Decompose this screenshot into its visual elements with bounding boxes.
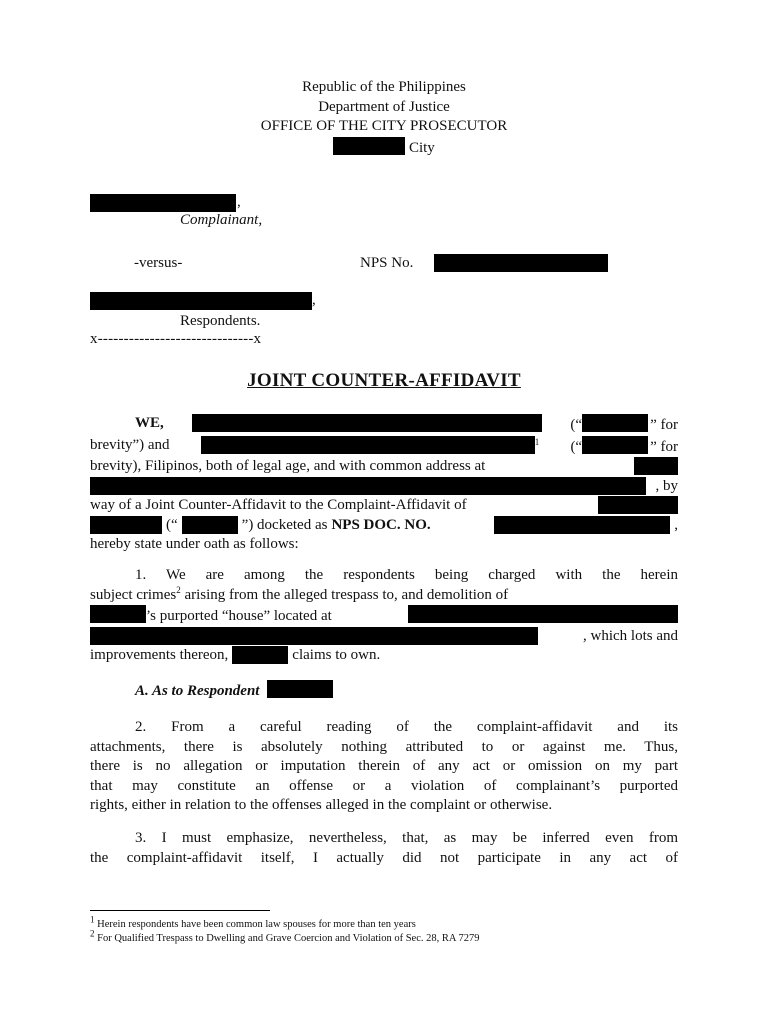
redaction-block xyxy=(90,477,646,495)
quote-open: (“ xyxy=(166,516,178,533)
p1-line-2 xyxy=(90,586,678,606)
intro-brevity-and: brevity”) and xyxy=(90,436,170,453)
document-header xyxy=(0,78,768,158)
redaction-nps-number xyxy=(434,254,608,272)
redaction-block xyxy=(634,457,678,475)
p1-line-5a: improvements thereon, xyxy=(90,647,229,663)
p1-text: ’s purported “house” located at xyxy=(146,608,332,624)
p3-line-2: the complaint-affidavit itself, I actually did not participate in any act of xyxy=(90,849,678,866)
header-city-line xyxy=(0,137,768,159)
redaction-block xyxy=(90,605,146,623)
quote-open: (“ xyxy=(570,438,583,455)
p1-line-3 xyxy=(90,605,678,627)
footnote-2-marker: 2 xyxy=(90,928,95,938)
respondents-label: Respondents. xyxy=(180,313,261,329)
intro-quote-group xyxy=(570,414,678,436)
redaction-block xyxy=(201,436,535,454)
document-title: JOINT COUNTER-AFFIDAVIT xyxy=(247,370,521,391)
p1-text: arising from the alleged trespass to, and demolition of xyxy=(180,586,509,603)
paragraph-2 xyxy=(90,718,678,816)
intro-line-3 xyxy=(90,457,678,477)
p1-line-4b: , which lots and xyxy=(583,627,678,644)
p2-line-3: there is no allegation or imputation therein of any act or omission on my part xyxy=(90,758,678,774)
redaction-block xyxy=(408,605,678,623)
p2-line-2: attachments, there is absolutely nothing attributed to or against me. Thus, xyxy=(90,738,678,755)
redaction-block xyxy=(182,516,238,534)
redaction-block xyxy=(192,414,542,432)
footnotes xyxy=(90,914,480,945)
intro-line-1 xyxy=(90,414,678,436)
p1-line-3-group xyxy=(90,605,332,627)
quote-open: (“ xyxy=(570,417,583,433)
intro-we: WE, xyxy=(135,415,164,431)
p1-text: subject crimes xyxy=(90,586,177,603)
redaction-block xyxy=(267,680,333,698)
redaction-block xyxy=(494,516,670,534)
redaction-block xyxy=(90,516,162,534)
comma: , xyxy=(674,516,678,533)
section-a-text: A. As to Respondent xyxy=(135,683,260,699)
footnote-1-text: Herein respondents have been common law spouses for more than ten years xyxy=(97,919,416,930)
paragraph-3 xyxy=(90,829,678,868)
caption-comma: , xyxy=(237,194,241,210)
p1-line-1: 1. We are among the respondents being charged with the herein xyxy=(135,567,678,583)
redaction-block xyxy=(582,436,648,454)
header-republic: Republic of the Philippines xyxy=(302,79,466,95)
p1-line-5 xyxy=(90,646,678,666)
footnote-rule xyxy=(90,910,270,911)
intro-line-4 xyxy=(90,477,678,497)
footnote-marker-2: 2 xyxy=(176,584,181,595)
complainant-label: Complainant, xyxy=(180,212,263,228)
intro-line-6 xyxy=(90,516,678,536)
nps-label: NPS No. xyxy=(360,255,414,271)
redaction-block xyxy=(582,414,648,432)
p2-line-5: rights, either in relation to the offenses alleged in the complaint or otherwise. xyxy=(90,797,553,813)
caption-divider: x------------------------------x xyxy=(90,331,262,347)
intro-docketed: ”) docketed as xyxy=(241,516,328,533)
p1-line-5b: claims to own. xyxy=(292,647,381,663)
redaction-respondents-names xyxy=(90,292,312,310)
redaction-complainant-name xyxy=(90,194,236,212)
p3-line-1: 3. I must emphasize, nevertheless, that, as may be inferred even from xyxy=(135,830,678,846)
p2-line-1: 2. From a careful reading of the complaint-affidavit and its xyxy=(135,719,678,735)
caption-comma: , xyxy=(312,292,316,308)
section-a-heading xyxy=(135,680,333,700)
intro-by: , by xyxy=(655,477,678,494)
intro-paragraph xyxy=(90,414,678,555)
intro-line-3-text: brevity), Filipinos, both of legal age, and with common address at xyxy=(90,458,486,474)
p1-line-2a xyxy=(90,586,508,606)
intro-line-2 xyxy=(90,436,678,458)
redaction-block xyxy=(598,496,678,514)
redaction-block xyxy=(232,646,288,664)
nps-doc-label: NPS DOC. NO. xyxy=(331,516,431,533)
intro-line-7: hereby state under oath as follows: xyxy=(90,536,299,552)
header-city: City xyxy=(408,139,435,156)
footnote-1-marker: 1 xyxy=(90,914,95,925)
intro-quote-group-2 xyxy=(570,436,678,458)
header-department: Department of Justice xyxy=(318,98,450,115)
footnote-2-text: For Qualified Trespass to Dwelling and Grave Coercion and Violation of Sec. 28, RA 7279 xyxy=(97,932,480,944)
redaction-block xyxy=(90,627,538,645)
footnote-2 xyxy=(90,928,480,946)
paragraph-1 xyxy=(90,566,678,666)
header-office: OFFICE OF THE CITY PROSECUTOR xyxy=(260,118,508,134)
for-text: ” for xyxy=(650,438,678,455)
intro-redaction-fn1 xyxy=(201,436,540,458)
for-text: ” for xyxy=(650,417,678,433)
redaction-block xyxy=(333,137,405,155)
footnote-1 xyxy=(90,914,480,932)
intro-line-5-text: way of a Joint Counter-Affidavit to the Complaint-Affidavit of xyxy=(90,497,467,513)
versus-label: -versus- xyxy=(134,255,183,271)
intro-line-5 xyxy=(90,496,678,516)
p1-line-4 xyxy=(90,627,678,647)
footnote-marker-1: 1 xyxy=(534,436,540,447)
p2-line-4: that may constitute an offense or a violation of complainant’s purported xyxy=(90,777,678,794)
